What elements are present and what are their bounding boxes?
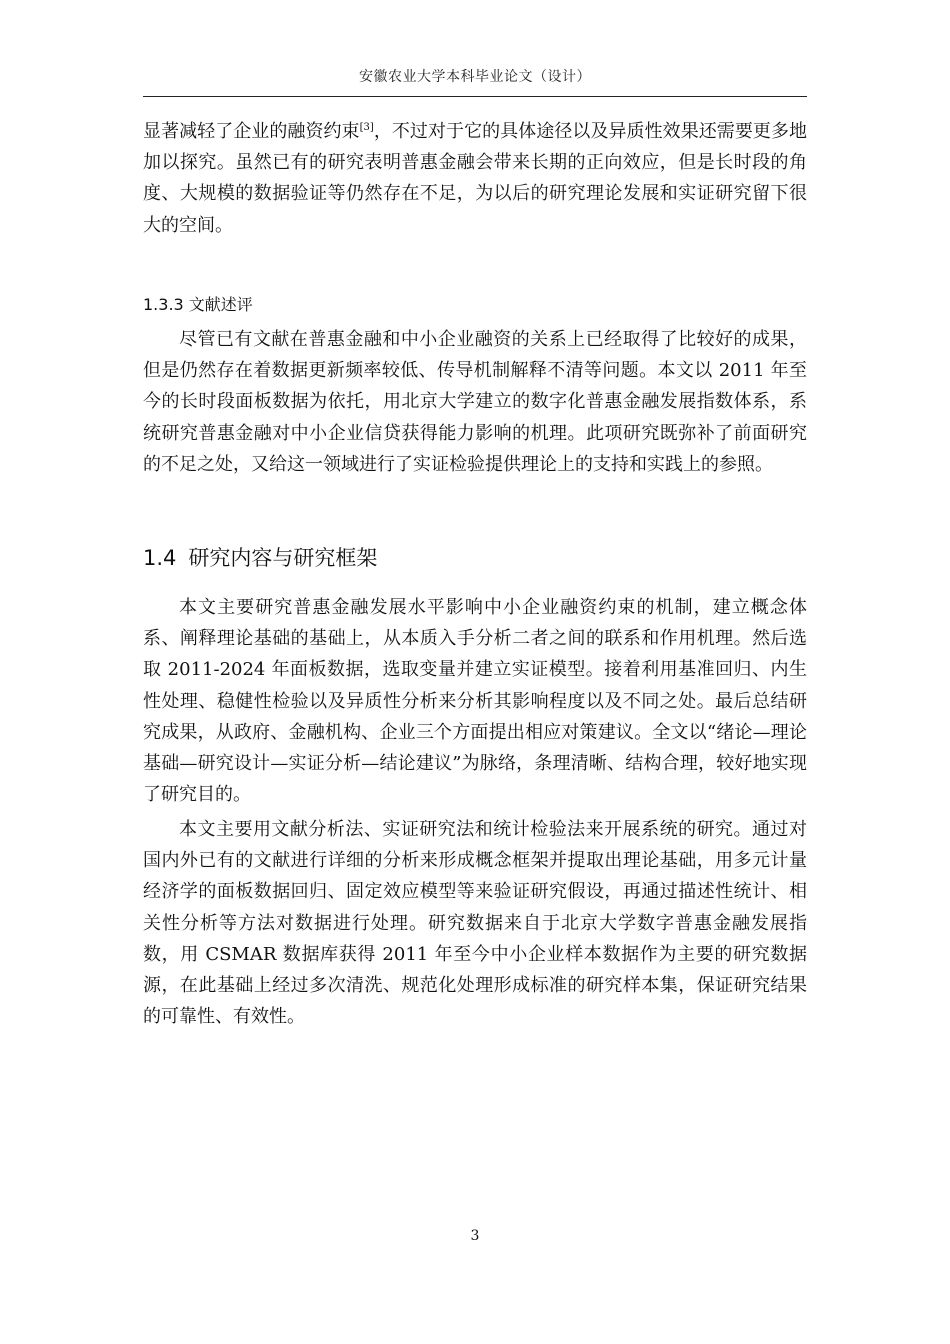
page-number: 3	[470, 1228, 480, 1244]
paragraph-research-content: 本文主要研究普惠金融发展水平影响中小企业融资约束的机制，建立概念体系、阐释理论基础的基础上，从本质入手分析二者之间的联系和作用机理。然后选取 2011-2024 年面板数据，选取变量并建立实证模型。接着利用基准回归、内生性处理、稳健性检验以及异质性分析来分析其影响程度以及不同之处。最后总结研究成果，从政府、金融机构、企业三个方面提出相应对策建议。全文以“绪论—理论基础—研究设计—实证分析—结论建议”为脉络，条理清晰、结构合理，较好地实现了研究目的。	[143, 597, 807, 806]
section-title: 研究内容与研究框架	[188, 546, 378, 570]
running-header: 安徽农业大学本科毕业论文（设计）	[359, 69, 591, 85]
paragraph-text: 显著减轻了企业的融资约束	[143, 121, 360, 142]
header-rule	[143, 96, 807, 97]
section-number: 1.4	[143, 546, 177, 570]
paragraph-text: ，不过对于它的具体途径以及异质性效果还需要更多地加以探究。虽然已有的研究表明普惠金融会带来长期的正向效应，但是长时段的角度、大规模的数据验证等仍然存在不足，为以后的研究理论发展和实证研究留下很大的空间。	[143, 121, 807, 236]
section-heading-1-3-3: 1.3.3 文献述评	[143, 295, 253, 314]
paragraph-literature-review: 尽管已有文献在普惠金融和中小企业融资的关系上已经取得了比较好的成果，但是仍然存在着数据更新频率较低、传导机制解释不清等问题。本文以 2011 年至今的长时段面板数据为依托，用北京大学建立的数字化普惠金融发展指数体系，系统研究普惠金融对中小企业信贷获得能力影响的机理。此项研究既弥补了前面研究的不足之处，又给这一领域进行了实证检验提供理论上的支持和实践上的参照。	[143, 329, 807, 475]
paragraph-continued	[143, 116, 807, 241]
citation-reference: [3]	[359, 122, 374, 133]
section-heading-1-4	[143, 542, 377, 572]
paragraph-research-methods: 本文主要用文献分析法、实证研究法和统计检验法来开展系统的研究。通过对国内外已有的文献进行详细的分析来形成概念框架并提取出理论基础，用多元计量经济学的面板数据回归、固定效应模型等来验证研究假设，再通过描述性统计、相关性分析等方法对数据进行处理。研究数据来自于北京大学数字普惠金融发展指数，用 CSMAR 数据库获得 2011 年至今中小企业样本数据作为主要的研究数据源，在此基础上经过多次清洗、规范化处理形成标准的研究样本集，保证研究结果的可靠性、有效性。	[143, 819, 807, 1028]
